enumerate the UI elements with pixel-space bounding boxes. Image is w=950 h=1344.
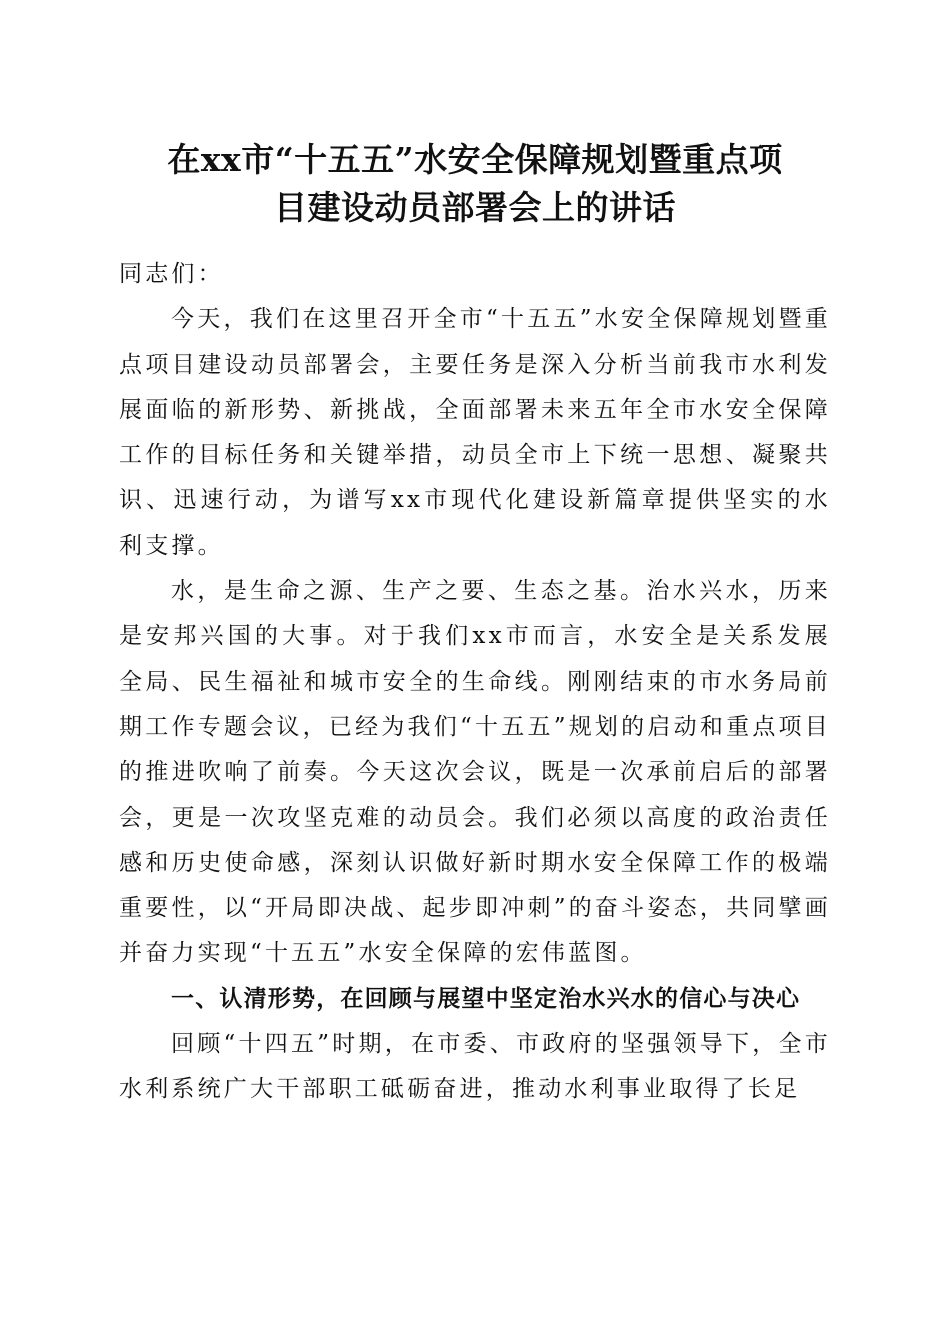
- title-line-1: 在xx市“十五五”水安全保障规划暨重点项: [167, 140, 783, 179]
- title-line-2: 目建设动员部署会上的讲话: [274, 188, 676, 227]
- document-body: [119, 252, 831, 1113]
- document-title: [110, 136, 840, 232]
- paragraph-water-importance: 水，是生命之源、生产之要、生态之基。治水兴水，历来是安邦兴国的大事。对于我们xx市而言，水安全是关系发展全局、民生福祉和城市安全的生命线。刚刚结束的市水务局前期工作专题会议，已经为我们“十五五”规划的启动和重点项目的推进吹响了前奏。今天这次会议，既是一次承前启后的部署会，更是一次攻坚克难的动员会。我们必须以高度的政治责任感和历史使命感，深刻认识做好新时期水安全保障工作的极端重要性，以“开局即决战、起步即冲刺”的奋斗姿态，共同擘画并奋力实现“十五五”水安全保障的宏伟蓝图。: [119, 578, 831, 967]
- salutation: 同志们：: [119, 261, 224, 287]
- paragraph-review: 回顾“十四五”时期，在市委、市政府的坚强领导下，全市水利系统广大干部职工砥砺奋进，推动水利事业取得了长足: [119, 1031, 831, 1103]
- paragraph-intro: 今天，我们在这里召开全市“十五五”水安全保障规划暨重点项目建设动员部署会，主要任务是深入分析当前我市水利发展面临的新形势、新挑战，全面部署未来五年全市水安全保障工作的目标任务和关键举措，动员全市上下统一思想、凝聚共识、迅速行动，为谱写xx市现代化建设新篇章提供坚实的水利支撑。: [119, 306, 831, 559]
- section-heading-1: 一、认清形势，在回顾与展望中坚定治水兴水的信心与决心: [171, 985, 801, 1012]
